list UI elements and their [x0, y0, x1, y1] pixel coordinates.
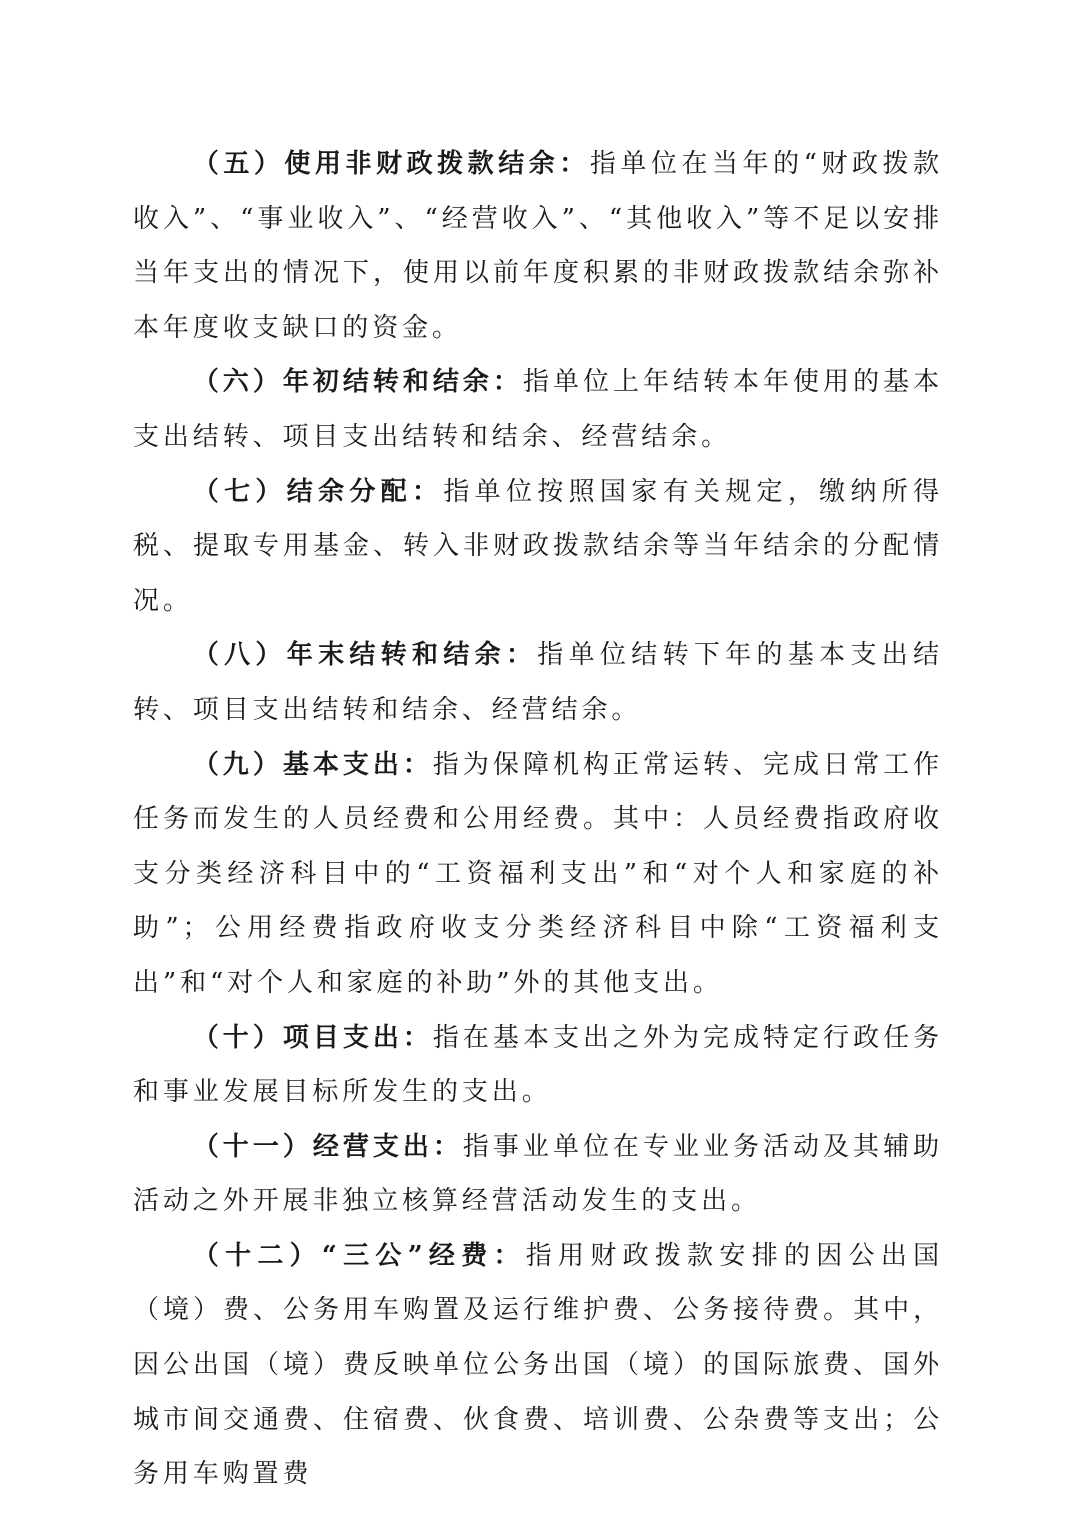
- term-label: （六）年初结转和结余：: [192, 367, 523, 398]
- term-label: （十）项目支出：: [192, 1022, 433, 1053]
- paragraph-9: [133, 738, 943, 1011]
- paragraph-body: 指在基本支出之外为完成特定行政任务和事业发展目标所发生的支出。: [133, 1022, 943, 1108]
- term-label: （十一）经营支出：: [192, 1131, 463, 1162]
- paragraph-body: 指用财政拨款安排的因公出国（境）费、公务用车购置及运行维护费、公务接待费。其中，因公出国（境）费反映单位公务出国（境）的国际旅费、国外城市间交通费、住宿费、伙食费、培训费、公杂费等支出；公务用车购置费: [133, 1240, 943, 1490]
- paragraph-body: 指单位上年结转本年使用的基本支出结转、项目支出结转和结余、经营结余。: [133, 367, 943, 452]
- term-label: （七）结余分配：: [192, 476, 444, 507]
- paragraph-body: 指单位在当年的“财政拨款收入”、“事业收入”、“经营收入”、“其他收入”等不足以安排当年支出的情况下，使用以前年度积累的非财政拨款结余弥补本年度收支缺口的资金。: [133, 149, 943, 343]
- paragraph-body: 指事业单位在专业业务活动及其辅助活动之外开展非独立核算经营活动发生的支出。: [133, 1131, 943, 1217]
- paragraph-10: [133, 1011, 943, 1120]
- paragraph-12: [133, 1229, 943, 1502]
- paragraph-8: [133, 628, 943, 737]
- term-label: （八）年末结转和结余：: [192, 640, 538, 671]
- paragraph-body: 指单位结转下年的基本支出结转、项目支出结转和结余、经营结余。: [133, 640, 944, 725]
- paragraph-body: 指单位按照国家有关规定，缴纳所得税、提取专用基金、转入非财政拨款结余等当年结余的分配情况。: [133, 476, 944, 616]
- term-label: （九）基本支出：: [192, 749, 433, 780]
- paragraph-body: 指为保障机构正常运转、完成日常工作任务而发生的人员经费和公用经费。其中：人员经费指政府收支分类经济科目中的“工资福利支出”和“对个人和家庭的补助”；公用经费指政府收支分类经济科目中除“工资福利支出”和“对个人和家庭的补助”外的其他支出。: [133, 749, 943, 998]
- paragraph-6: [133, 355, 943, 464]
- paragraph-11: [133, 1120, 943, 1229]
- term-label: （十二）“三公”经费：: [192, 1240, 526, 1271]
- document-page: [133, 137, 943, 1502]
- paragraph-5: [133, 137, 943, 355]
- paragraph-7: [133, 465, 943, 629]
- term-label: （五）使用非财政拨款结余：: [192, 149, 590, 179]
